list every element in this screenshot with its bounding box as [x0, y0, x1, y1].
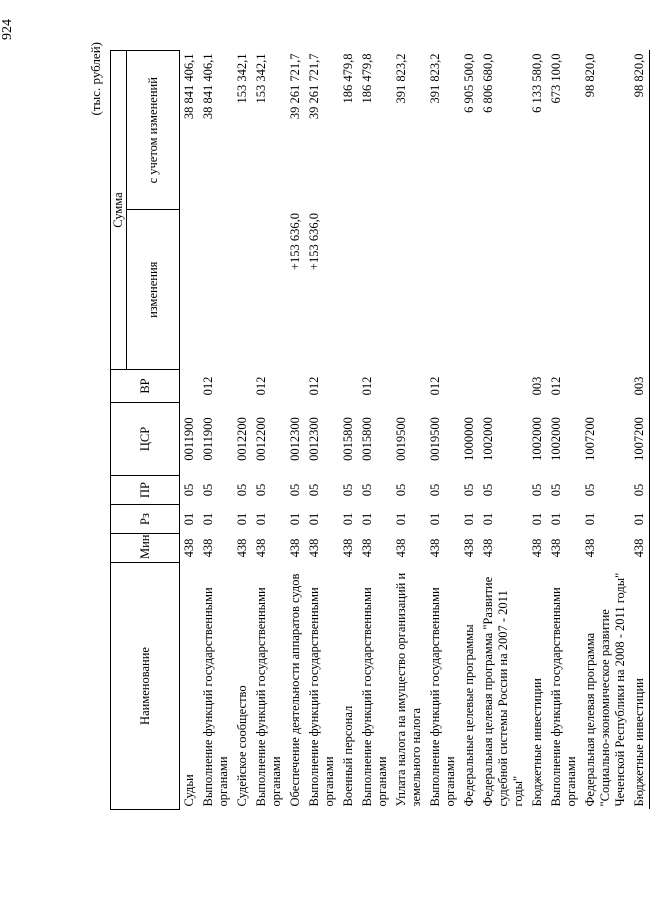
- row-name: Бюджетные инвестиции: [630, 563, 650, 810]
- row-pr: 05: [394, 483, 408, 497]
- row-rz: 01: [481, 512, 495, 526]
- row-csr: 1002000: [481, 417, 495, 461]
- row-name: Выполнение функций государственными органами: [428, 587, 457, 807]
- row-vr: 012: [201, 376, 215, 396]
- row-name: Выполнение функций государственными органами: [254, 587, 283, 807]
- row-min: 438: [462, 538, 476, 558]
- row-total: 98 820,0: [583, 53, 597, 98]
- row-change: [199, 210, 233, 370]
- header-vr: ВР: [111, 370, 180, 403]
- table-row: [630, 51, 650, 810]
- row-pr: 05: [288, 483, 302, 497]
- row-name: Уплата налога на имущество организаций и земельного налога: [394, 572, 423, 807]
- header-pr: ПР: [111, 476, 180, 505]
- budget-table: [110, 50, 650, 810]
- row-min: 438: [583, 538, 597, 558]
- header-csr: ЦСР: [111, 403, 180, 476]
- row-csr: 0012300: [288, 417, 302, 461]
- row-vr: [180, 370, 200, 403]
- row-name: Федеральные целевые программы: [462, 624, 476, 807]
- row-vr: 012: [360, 376, 374, 396]
- row-change: [630, 210, 650, 370]
- row-csr: 0011900: [182, 417, 196, 461]
- row-vr: [392, 370, 426, 403]
- row-min: 438: [254, 538, 268, 558]
- table-row: [180, 51, 200, 810]
- row-vr: [233, 370, 252, 403]
- table-row: [339, 51, 358, 810]
- row-name: Судьи: [182, 774, 196, 807]
- table-row: [460, 51, 479, 810]
- table-row: [528, 51, 547, 810]
- table-row: [252, 51, 286, 810]
- row-rz: 01: [549, 512, 563, 526]
- row-vr: 012: [549, 376, 563, 396]
- row-rz: 01: [462, 512, 476, 526]
- row-total: 6 905 500,0: [462, 53, 476, 113]
- table-row: [358, 51, 392, 810]
- row-min: 438: [481, 538, 495, 558]
- row-min: 438: [394, 538, 408, 558]
- row-name: Бюджетные инвестиции: [530, 678, 544, 807]
- row-csr: 0012200: [235, 417, 249, 461]
- row-total: 153 342,1: [254, 53, 268, 104]
- table-row: [233, 51, 252, 810]
- row-change: [233, 210, 252, 370]
- row-pr: 05: [307, 483, 321, 497]
- table-row: [286, 51, 305, 810]
- row-total: 186 479,8: [360, 53, 374, 104]
- row-vr: [581, 370, 630, 403]
- row-change: [252, 210, 286, 370]
- row-min: 438: [341, 538, 355, 558]
- row-change: [392, 210, 426, 370]
- row-pr: 05: [530, 483, 544, 497]
- row-csr: 0012200: [254, 417, 268, 461]
- header-name: Наименование: [111, 563, 180, 810]
- row-total: 391 823,2: [428, 53, 442, 104]
- row-name: Федеральная целевая программа "Социально-экономическое развитие Чеченской Республики на 2008 - 2011 годы": [583, 572, 627, 807]
- row-name: Выполнение функций государственными органами: [307, 587, 336, 807]
- row-name: Выполнение функций государственными органами: [201, 587, 230, 807]
- row-pr: 05: [428, 483, 442, 497]
- row-min: 438: [360, 538, 374, 558]
- row-vr: [339, 370, 358, 403]
- row-min: 438: [428, 538, 442, 558]
- table-row: [305, 51, 339, 810]
- row-min: 438: [549, 538, 563, 558]
- row-name: Обеспечение деятельности аппаратов судов: [288, 573, 302, 807]
- row-min: 438: [201, 538, 215, 558]
- row-change: [358, 210, 392, 370]
- row-csr: 1007200: [583, 417, 597, 461]
- header-summa: Сумма: [111, 51, 127, 370]
- row-vr: [460, 370, 479, 403]
- row-csr: 1002000: [549, 417, 563, 461]
- row-total: 98 820,0: [630, 51, 650, 211]
- row-rz: 01: [201, 512, 215, 526]
- row-vr: 012: [428, 376, 442, 396]
- row-csr: 0011900: [201, 417, 215, 461]
- row-change: [528, 210, 547, 370]
- row-total: 38 841 406,1: [182, 53, 196, 120]
- row-rz: 01: [307, 512, 321, 526]
- row-change: [339, 210, 358, 370]
- row-min: 438: [530, 538, 544, 558]
- row-name: Выполнение функций государственными органами: [549, 587, 578, 807]
- table-row: [547, 51, 581, 810]
- row-min: 438: [307, 538, 321, 558]
- row-change: [460, 210, 479, 370]
- row-vr: 003: [630, 370, 650, 403]
- row-rz: 01: [288, 512, 302, 526]
- row-pr: 05: [254, 483, 268, 497]
- row-pr: 05: [341, 483, 355, 497]
- units-label: (тыс. рублей): [88, 42, 103, 116]
- row-min: 438: [182, 538, 196, 558]
- row-total: 38 841 406,1: [201, 53, 215, 120]
- row-rz: 01: [341, 512, 355, 526]
- table-row: [479, 51, 528, 810]
- row-rz: 01: [394, 512, 408, 526]
- row-min: 438: [630, 534, 650, 563]
- row-change: [426, 210, 460, 370]
- table-row: [199, 51, 233, 810]
- row-change: [180, 210, 200, 370]
- page-number: 924: [0, 19, 15, 40]
- row-rz: 01: [235, 512, 249, 526]
- row-total: 6 133 580,0: [530, 53, 544, 113]
- row-total: 39 261 721,7: [307, 53, 321, 120]
- table-header: [111, 51, 180, 810]
- row-vr: 012: [254, 376, 268, 396]
- row-csr: 1000000: [462, 417, 476, 461]
- row-total: 673 100,0: [549, 53, 563, 104]
- header-with-changes: с учетом изменений: [127, 51, 180, 211]
- row-vr: [286, 370, 305, 403]
- row-vr: [479, 370, 528, 403]
- row-rz: 01: [182, 512, 196, 526]
- row-min: 438: [235, 538, 249, 558]
- header-rz: Рз: [111, 505, 180, 534]
- row-name: Выполнение функций государственными органами: [360, 587, 389, 807]
- row-pr: 05: [462, 483, 476, 497]
- row-pr: 05: [182, 483, 196, 497]
- row-name: Федеральная целевая программа "Развитие судебной системы России на 2007 - 2011 годы": [481, 576, 525, 807]
- row-csr: 0015800: [360, 417, 374, 461]
- row-change: +153 636,0: [307, 213, 321, 271]
- row-csr: 0019500: [428, 417, 442, 461]
- row-rz: 01: [428, 512, 442, 526]
- row-rz: 01: [630, 505, 650, 534]
- row-csr: 0012300: [307, 417, 321, 461]
- row-csr: 0015800: [341, 417, 355, 461]
- row-vr: 012: [307, 376, 321, 396]
- row-name: Судейское сообщество: [235, 685, 249, 807]
- row-total: 153 342,1: [235, 53, 249, 104]
- row-name: Военный персонал: [341, 705, 355, 807]
- row-rz: 01: [254, 512, 268, 526]
- header-min: Мин: [111, 534, 180, 563]
- row-pr: 05: [201, 483, 215, 497]
- row-min: 438: [288, 538, 302, 558]
- row-pr: 05: [583, 483, 597, 497]
- row-csr: 1007200: [630, 403, 650, 476]
- header-change: изменения: [127, 210, 180, 370]
- row-rz: 01: [360, 512, 374, 526]
- row-pr: 05: [549, 483, 563, 497]
- row-pr: 05: [481, 483, 495, 497]
- table-row: [426, 51, 460, 810]
- row-csr: 0019500: [394, 417, 408, 461]
- row-total: 391 823,2: [394, 53, 408, 104]
- row-rz: 01: [583, 512, 597, 526]
- rotated-page: [88, 42, 646, 810]
- row-pr: 05: [235, 483, 249, 497]
- row-vr: 003: [530, 376, 544, 396]
- row-change: [547, 210, 581, 370]
- row-total: 6 806 680,0: [481, 53, 495, 113]
- row-change: [581, 210, 630, 370]
- row-total: 186 479,8: [341, 53, 355, 104]
- row-pr: 05: [630, 476, 650, 505]
- row-rz: 01: [530, 512, 544, 526]
- row-change: [479, 210, 528, 370]
- table-row: [581, 51, 630, 810]
- row-total: 39 261 721,7: [288, 53, 302, 120]
- row-csr: 1002000: [530, 417, 544, 461]
- table-body: [180, 51, 650, 810]
- table-row: [392, 51, 426, 810]
- row-pr: 05: [360, 483, 374, 497]
- row-change: +153 636,0: [288, 213, 302, 271]
